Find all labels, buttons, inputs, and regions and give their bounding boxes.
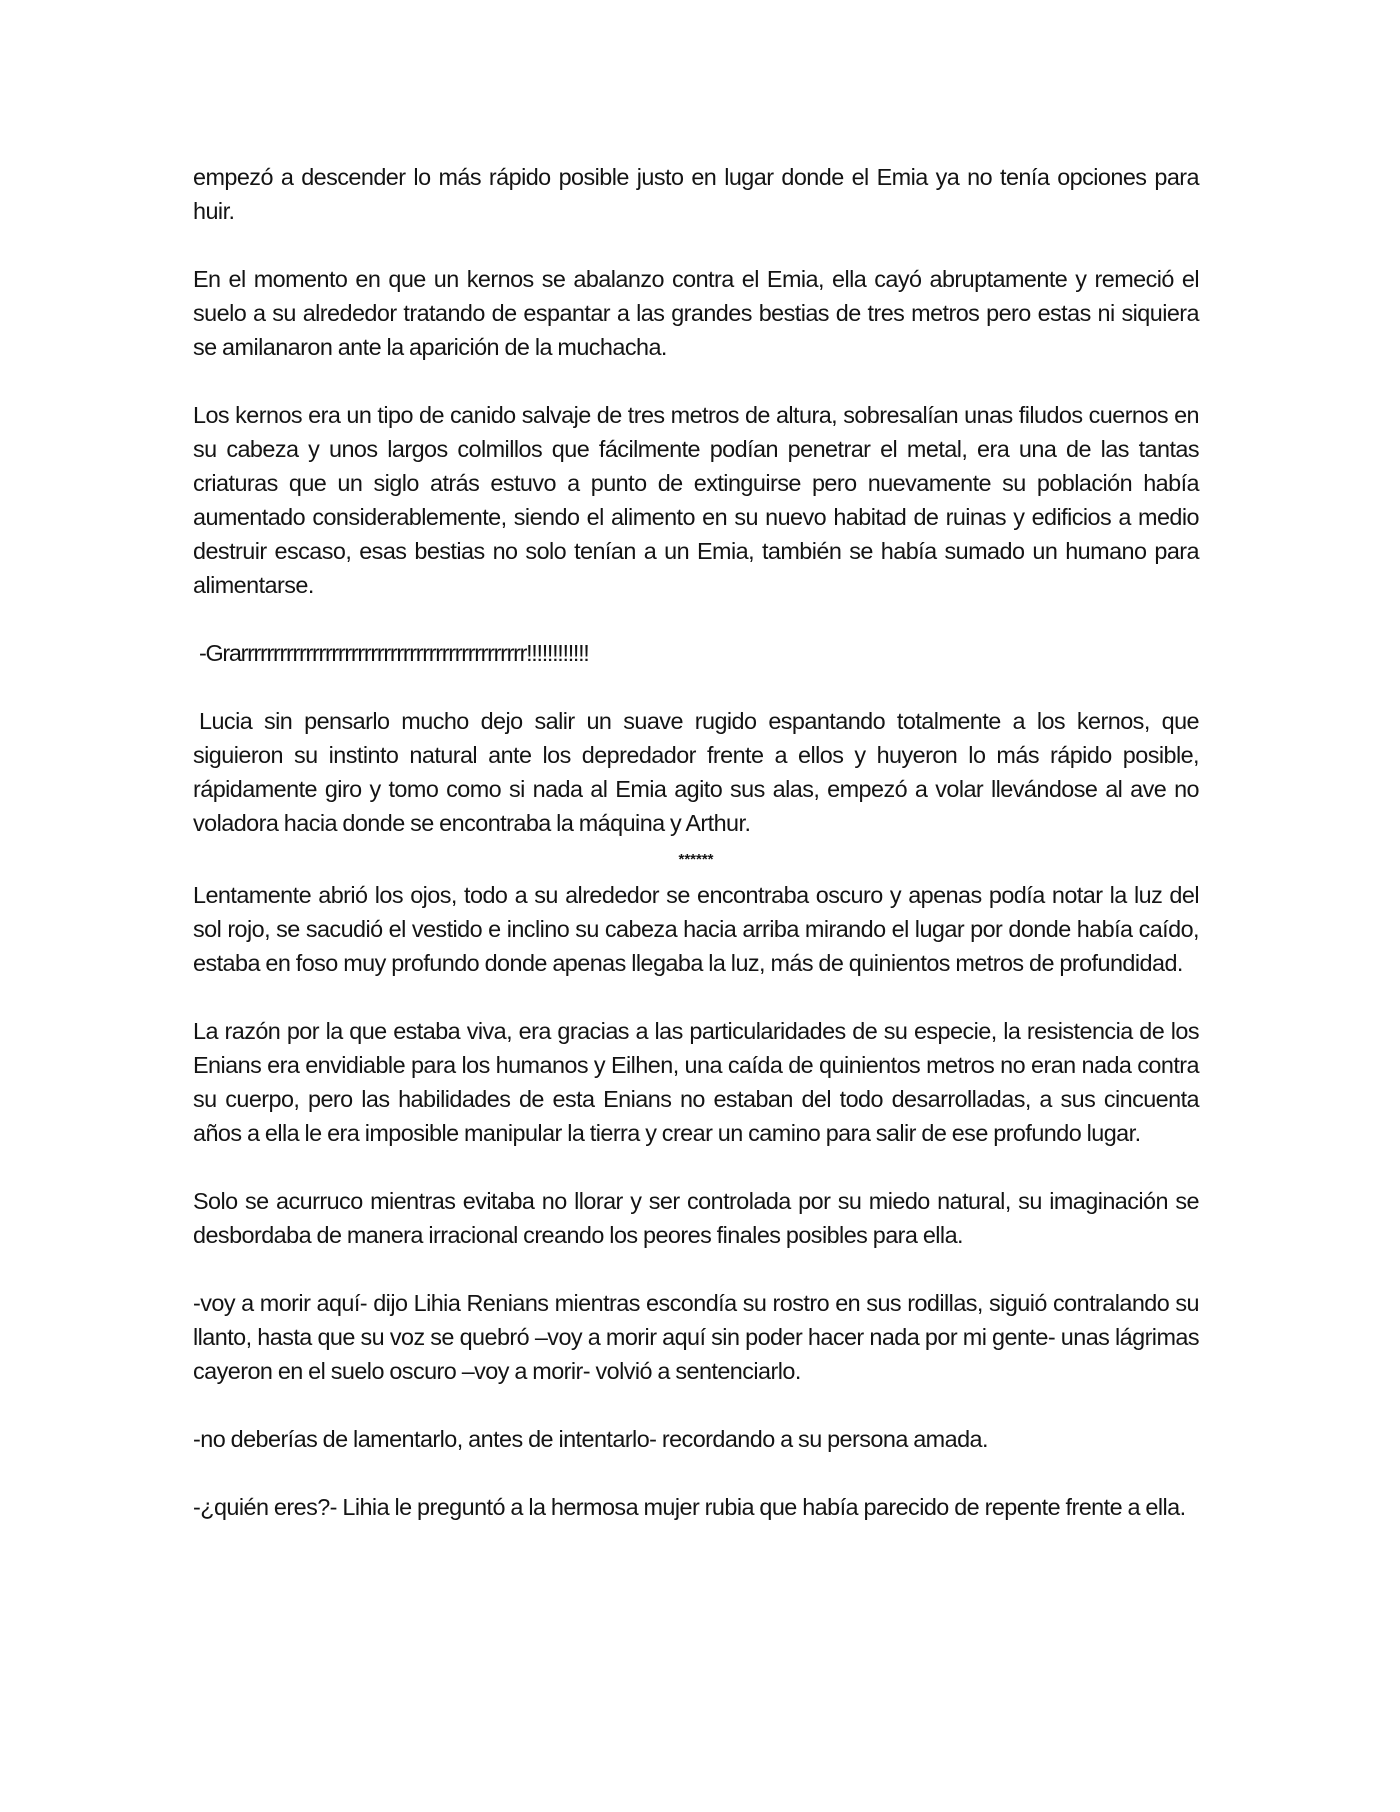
paragraph-fear: Solo se acurruco mientras evitaba no llorar y ser controlada por su miedo natural, su imaginación se desbordaba de manera irracional creando los peores finales posibles para ella. xyxy=(193,1188,1199,1248)
paragraph-dialogue-2: -¿quién eres?- Lihia le preguntó a la hermosa mujer rubia que había parecido de repente frente a ella. xyxy=(193,1494,1186,1520)
scene-separator: ****** xyxy=(678,851,714,868)
document-page xyxy=(193,160,1199,1558)
paragraph-lihia-crying: -voy a morir aquí- dijo Lihia Renians mientras escondía su rostro en sus rodillas, siguió contralando su llanto, hasta que su voz se quebró –voy a morir aquí sin poder hacer nada por mi gente- unas lágrimas cayeron en el suelo oscuro –voy a morir- volvió a sentenciarlo. xyxy=(193,1290,1199,1384)
paragraph-continuation: empezó a descender lo más rápido posible justo en lugar donde el Emia ya no tenía opciones para huir. xyxy=(193,164,1199,224)
paragraph-kernos-attack: En el momento en que un kernos se abalanzo contra el Emia, ella cayó abruptamente y remeció el suelo a su alrededor tratando de espantar a las grandes bestias de tres metros pero estas ni siquiera se amilanaron ante la aparición de la muchacha. xyxy=(193,266,1199,360)
paragraph-lucia-roar: Lucia sin pensarlo mucho dejo salir un suave rugido espantando totalmente a los kernos, que siguieron su instinto natural ante los depredador frente a ellos y huyeron lo más rápido posible, rápidamente giro y tomo como si nada al Emia agito sus alas, empezó a volar llevándose al ave no voladora hacia donde se encontraba la máquina y Arthur. xyxy=(193,708,1199,836)
paragraph-growl: -Grarrrrrrrrrrrrrrrrrrrrrrrrrrrrrrrrrrrrrrrrrrrr!!!!!!!!!!!! xyxy=(199,640,589,666)
paragraph-awakening: Lentamente abrió los ojos, todo a su alrededor se encontraba oscuro y apenas podía notar la luz del sol rojo, se sacudió el vestido e inclino su cabeza hacia arriba mirando el lugar por donde había caído, estaba en foso muy profundo donde apenas llegaba la luz, más de quinientos metros de profundidad. xyxy=(193,882,1199,976)
paragraph-dialogue-1: -no deberías de lamentarlo, antes de intentarlo- recordando a su persona amada. xyxy=(193,1426,988,1452)
paragraph-kernos-description: Los kernos era un tipo de canido salvaje de tres metros de altura, sobresalían unas filudos cuernos en su cabeza y unos largos colmillos que fácilmente podían penetrar el metal, era una de las tantas criaturas que un siglo atrás estuvo a punto de extinguirse pero nuevamente su población había aumentado considerablemente, siendo el alimento en su nuevo habitad de ruinas y edificios a medio destruir escaso, esas bestias no solo tenían a un Emia, también se había sumado un humano para alimentarse. xyxy=(193,402,1199,598)
paragraph-enians-resistance: La razón por la que estaba viva, era gracias a las particularidades de su especie, la resistencia de los Enians era envidiable para los humanos y Eilhen, una caída de quinientos metros no eran nada contra su cuerpo, pero las habilidades de esta Enians no estaban del todo desarrolladas, a sus cincuenta años a ella le era imposible manipular la tierra y crear un camino para salir de ese profundo lugar. xyxy=(193,1018,1199,1146)
